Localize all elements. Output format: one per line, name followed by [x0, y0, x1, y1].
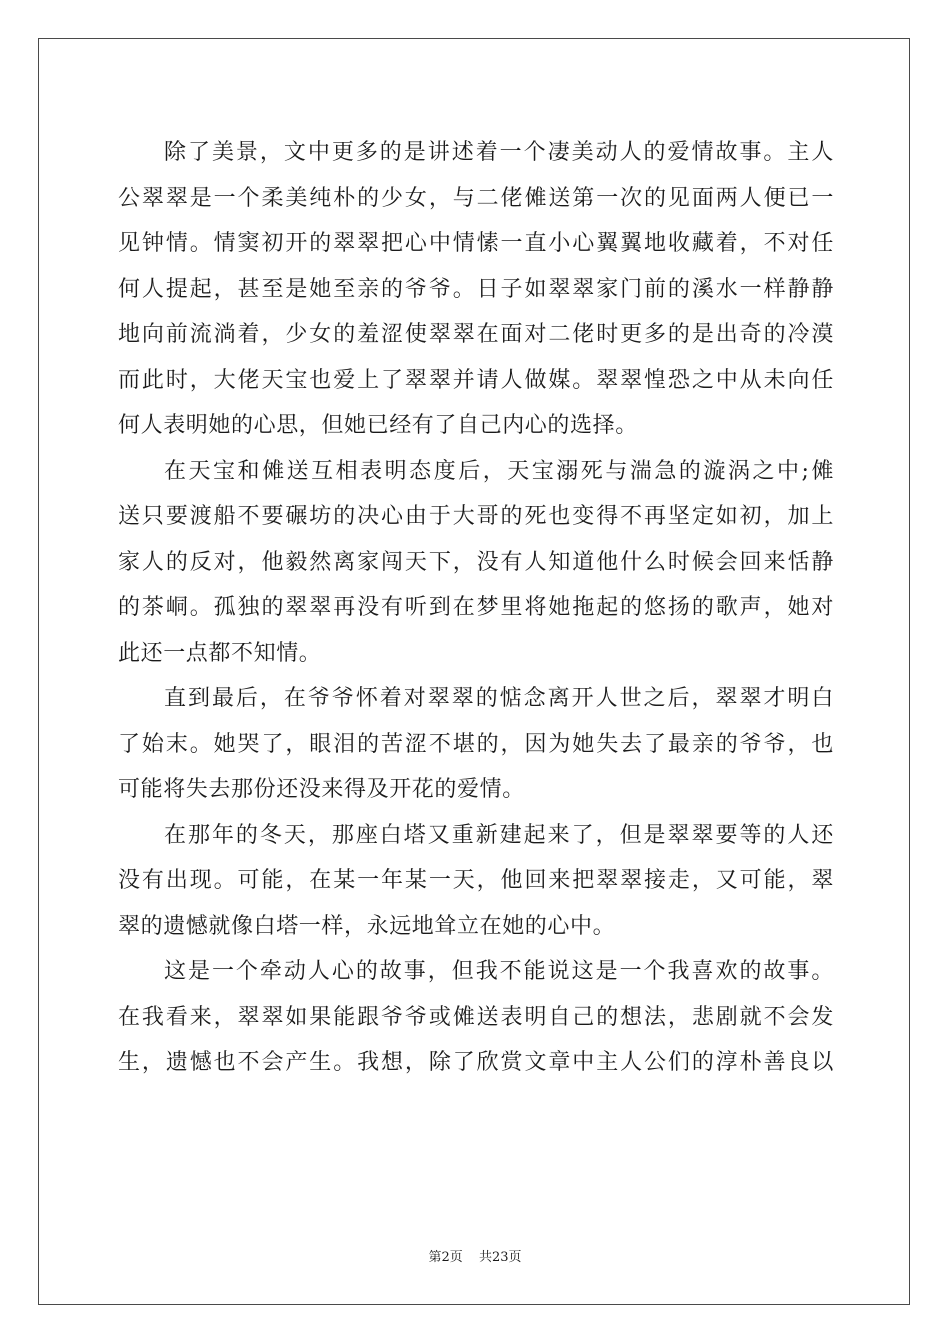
text-line: 在天宝和傩送互相表明态度后，天宝溺死与湍急的漩涡之中;傩 — [164, 458, 834, 484]
text-line: 地向前流淌着，少女的羞涩使翠翠在面对二佬时更多的是出奇的冷漠 — [118, 322, 834, 347]
page-total: 共23页 — [478, 1250, 522, 1265]
text-line: 何人提起，甚至是她至亲的爷爷。日子如翠翠家门前的溪水一样静静 — [118, 276, 834, 302]
page-number: 第2页 — [428, 1250, 463, 1265]
text-line: 在那年的冬天，那座白塔又重新建起来了，但是翠翠要等的人还 — [164, 822, 834, 848]
text-line: 此还一点都不知情。 — [118, 640, 322, 666]
text-line: 除了美景，文中更多的是讲述着一个凄美动人的爱情故事。主人 — [164, 140, 834, 165]
text-line: 送只要渡船不要碾坊的决心由于大哥的死也变得不再坚定如初，加上 — [118, 504, 834, 529]
text-line: 何人表明她的心思，但她已经有了自己内心的选择。 — [118, 413, 638, 438]
text-line: 家人的反对，他毅然离家闯天下，没有人知道他什么时候会回来恬静 — [118, 549, 834, 575]
text-line: 没有出现。可能，在某一年某一天，他回来把翠翠接走，又可能，翠 — [118, 868, 834, 893]
page-footer — [0, 1246, 950, 1265]
text-line: 了始末。她哭了，眼泪的苦涩不堪的，因为她失去了最亲的爷爷，也 — [118, 731, 834, 757]
text-line: 生，遗憾也不会产生。我想，除了欣赏文章中主人公们的淳朴善良以 — [118, 1050, 834, 1075]
text-line: 见钟情。情窦初开的翠翠把心中情愫一直小心翼翼地收藏着，不对任 — [118, 231, 834, 256]
text-line: 而此时，大佬天宝也爱上了翠翠并请人做媒。翠翠惶恐之中从未向任 — [118, 367, 834, 393]
document-body — [118, 130, 834, 1086]
text-line: 可能将失去那份还没来得及开花的爱情。 — [118, 777, 525, 802]
text-line: 这是一个牵动人心的故事，但我不能说这是一个我喜欢的故事。 — [164, 959, 834, 984]
text-line: 在我看来，翠翠如果能跟爷爷或傩送表明自己的想法，悲剧就不会发 — [118, 1004, 834, 1030]
text-line: 公翠翠是一个柔美纯朴的少女，与二佬傩送第一次的见面两人便已一 — [118, 185, 834, 211]
text-line: 翠的遗憾就像白塔一样，永远地耸立在她的心中。 — [118, 913, 616, 939]
text-line: 的茶峒。孤独的翠翠再没有听到在梦里将她拖起的悠扬的歌声，她对 — [118, 595, 834, 620]
text-line: 直到最后，在爷爷怀着对翠翠的惦念离开人世之后，翠翠才明白 — [164, 686, 834, 711]
